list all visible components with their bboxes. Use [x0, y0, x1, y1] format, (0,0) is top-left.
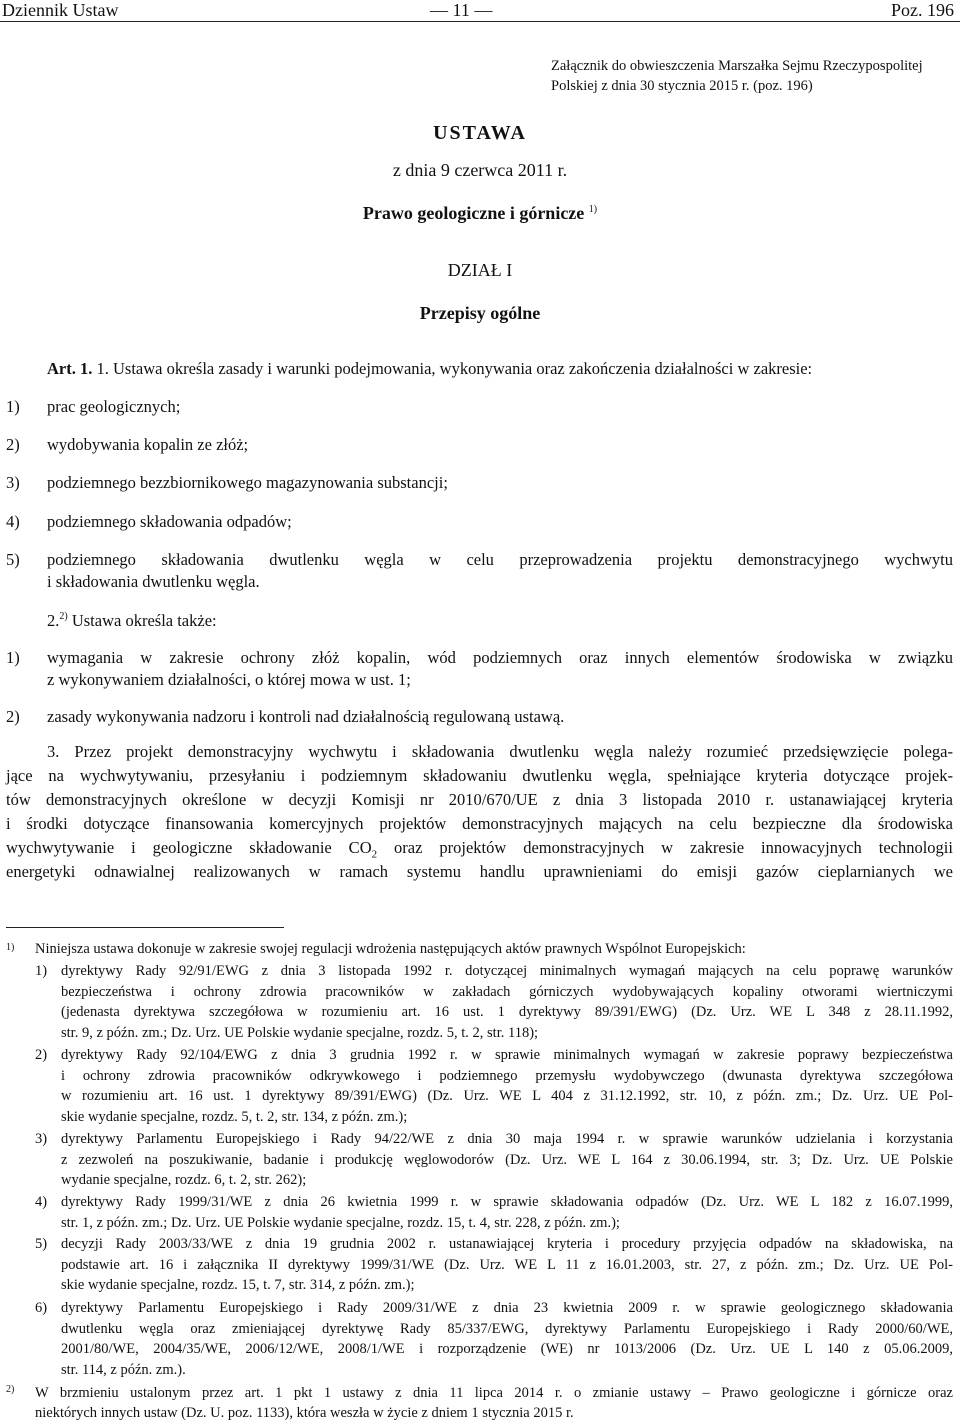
- page-number: — 11 —: [430, 0, 493, 20]
- item-line: bezpieczeństwa i ochrony zdrowia pracowników w zakładach górniczych wydobywających kopaliny otworami wiertniczymi: [61, 983, 953, 1000]
- act-title: [0, 203, 960, 224]
- footnote-item: [0, 961, 960, 1043]
- item-number: 5): [6, 550, 20, 569]
- paragraph-number: 1.: [96, 359, 109, 378]
- act-date: z dnia 9 czerwca 2011 r.: [392, 160, 568, 180]
- footnote-2-mark: 2): [6, 1384, 15, 1395]
- footnote-item: [0, 1234, 960, 1296]
- division-title: Przepisy ogólne: [419, 303, 541, 323]
- item-number: 6): [35, 1300, 48, 1316]
- item-text-line-2: z wykonywaniem działalności, o której mowa w ust. 1;: [47, 670, 411, 689]
- item-line: dyrektywy Rady 1999/31/WE z dnia 26 kwietnia 1999 r. w sprawie składowania odpadów (Dz. Urz. WE L 182 z 16.07.1999,: [61, 1194, 953, 1210]
- item-number: 2): [6, 435, 20, 454]
- item-line: skie wydanie specjalne, rozdz. 15, t. 7, str. 314, z późn. zm.);: [61, 1277, 415, 1293]
- item-line: skie wydanie specjalne, rozdz. 5, t. 2, str. 134, z późn. zm.);: [61, 1108, 408, 1125]
- item-line: i ochrony zdrowia pracowników odkrywkowego i podziemnego przemysłu wydobywczego (dwunasta dyrektywa szczegółowa: [61, 1067, 953, 1084]
- item-line: z zezwoleń na poszukiwanie, badanie i produkcję węglowodorów (Dz. Urz. WE L 164 z 30.06.1994, str. 3; Dz. Urz. UE Polskie: [61, 1151, 953, 1168]
- item-text: podziemnego bezzbiornikowego magazynowania substancji;: [47, 473, 448, 492]
- footnote-item: [0, 1129, 960, 1191]
- footnote-1-intro: Niniejsza ustawa dokonuje w zakresie swojej regulacji wdrożenia następujących aktów prawnych Wspólnot Europejskich:: [35, 941, 746, 957]
- act-title-text: Prawo geologiczne i górnicze: [362, 203, 585, 223]
- item-line: dyrektywy Parlamentu Europejskiego i Rady 2009/31/WE z dnia 23 kwietnia 2009 r. w sprawie geologicznego składowania: [61, 1300, 953, 1316]
- item-text-line-1: podziemnego składowania dwutlenku węgla w celu przeprowadzenia projektu demonstracyjnego wychwytu: [47, 550, 953, 569]
- item-line: dyrektywy Rady 92/104/EWG z dnia 3 grudnia 1992 r. w sprawie minimalnych wymagań w zakresie poprawy bezpieczeństwa: [61, 1047, 953, 1063]
- item-line: str. 114, z późn. zm.).: [61, 1361, 186, 1378]
- item-line: dwutlenku węgla oraz zmieniającej dyrektywę Rady 85/337/EWG, dyrektywy Parlamentu Europejskiego i Rady 2000/60/WE,: [61, 1320, 953, 1337]
- item-text-line-1: wymagania w zakresie ochrony złóż kopalin, wód podziemnych oraz innych elementów środowiska w związku: [47, 648, 953, 667]
- item-line: wydanie specjalne, rozdz. 6, t. 2, str. 262);: [61, 1172, 307, 1188]
- art1-paragraph-3-line: i środki dotyczące finansowania komercyjnych projektów demonstracyjnych mających na celu bezpieczne dla środowiska: [6, 814, 953, 833]
- act-title-footnote-ref[interactable]: 1): [588, 204, 598, 215]
- item-text: zasady wykonywania nadzoru i kontroli nad działalnością regulowaną ustawą.: [47, 707, 565, 726]
- item-text: wydobywania kopalin ze złóż;: [47, 435, 249, 454]
- header-rule: [0, 21, 960, 22]
- article-label: Art. 1.: [47, 359, 93, 378]
- annex-line-1: Załącznik do obwieszczenia Marszałka Sejmu Rzeczypospolitej: [551, 58, 923, 74]
- item-line: (jedenasta dyrektywa szczegółowa w rozumieniu art. 16 ust. 1 dyrektywy 89/391/EWG) (Dz. Urz. WE L 348 z 28.11.1992,: [61, 1004, 953, 1020]
- item-line: 2001/80/WE, 2004/35/WE, 2006/12/WE, 2008/1/WE i rozporządzenie (WE) nr 1013/2006 (Dz. Urz. UE L 140 z 05.06.2009,: [61, 1341, 953, 1357]
- line-text: wychwytywanie i geologiczne składowanie CO: [6, 838, 372, 857]
- art1-paragraph-3-line: jące na wychwytywaniu, przesyłaniu i podziemnym składowaniu dwutlenku węgla, spełniające kryteria dotyczące projek-: [6, 766, 953, 785]
- footnote-2-line: niektórych innych ustaw (Dz. U. poz. 1133), która weszła w życie z dniem 1 stycznia 2015 r.: [35, 1405, 574, 1421]
- footnote-2-line: W brzmieniu ustalonym przez art. 1 pkt 1 ustawy z dnia 11 lipca 2014 r. o zmianie ustawy – Prawo geologiczne i górnicze oraz: [35, 1385, 953, 1401]
- item-number: 1): [6, 648, 20, 667]
- paragraph-text: Ustawa określa także:: [71, 611, 217, 630]
- item-number: 4): [6, 512, 20, 531]
- item-line: dyrektywy Rady 92/91/EWG z dnia 3 listopada 1992 r. dotyczącej minimalnych wymagań mających na celu poprawę warunków: [61, 963, 953, 979]
- item-line: str. 9, z późn. zm.; Dz. Urz. UE Polskie wydanie specjalne, rozdz. 5, t. 2, str. 118);: [61, 1024, 539, 1041]
- art1-paragraph-1: [47, 358, 953, 380]
- item-line: podstawie art. 16 i załącznika II dyrektywy 1999/31/WE (Dz. Urz. WE L 11 z 16.01.2003, str. 27, z późn. zm.; Dz. Urz. UE Pol-: [61, 1256, 953, 1273]
- item-number: 1): [6, 397, 20, 416]
- item-line: decyzji Rady 2003/33/WE z dnia 19 grudnia 2002 r. ustanawiającej kryteria i procedury przyjęcia odpadów na składowiska, na: [61, 1236, 953, 1252]
- item-number: 2): [35, 1047, 48, 1063]
- list-item: [0, 647, 960, 691]
- footnote-rule: [6, 927, 284, 928]
- list-item: [0, 549, 960, 593]
- position-number: Poz. 196: [891, 0, 954, 20]
- subscript: 2: [371, 848, 378, 861]
- item-number: 1): [35, 963, 48, 979]
- act-type: USTAWA: [433, 122, 527, 144]
- art1-paragraph-3-line: 3. Przez projekt demonstracyjny wychwytu i składowania dwutlenku węgla należy rozumieć przedsięwzięcie polega-: [47, 742, 953, 761]
- item-number: 4): [35, 1194, 48, 1210]
- item-line: dyrektywy Parlamentu Europejskiego i Rady 94/22/WE z dnia 30 maja 1994 r. w sprawie warunków udzielania i korzystania: [61, 1131, 953, 1147]
- line-text: oraz projektów demonstracyjnych w zakresie innowacyjnych technologii: [377, 838, 953, 857]
- paragraph-text: Ustawa określa zasady i warunki podejmowania, wykonywania oraz zakończenia działalności w zakresie:: [112, 359, 813, 378]
- footnote-item: [0, 1045, 960, 1127]
- item-number: 3): [6, 473, 20, 492]
- paragraph-number: 2.: [47, 611, 60, 630]
- footnote-item: [0, 1192, 960, 1234]
- item-text-line-2: i składowania dwutlenku węgla.: [47, 572, 260, 591]
- division-name: DZIAŁ I: [447, 260, 513, 280]
- journal-name: Dziennik Ustaw: [2, 0, 119, 20]
- art1-paragraph-3-line: tów demonstracyjnych określone w decyzji Komisji nr 2010/670/UE z dnia 3 listopada 2010 r. ustanawiającej kryteria: [6, 790, 953, 809]
- item-line: w rozumieniu art. 16 ust. 1 dyrektywy 89/391/EWG) (Dz. Urz. WE L 404 z 31.12.1992, str. 10, z późn. zm.; Dz. Urz. UE Pol-: [61, 1088, 953, 1104]
- item-number: 3): [35, 1131, 48, 1147]
- paragraph-footnote-ref[interactable]: 2): [59, 611, 68, 622]
- item-number: 5): [35, 1236, 48, 1252]
- annex-line-2: Polskiej z dnia 30 stycznia 2015 r. (poz. 196): [551, 78, 813, 94]
- item-number: 2): [6, 707, 20, 726]
- footnote-item: [0, 1298, 960, 1380]
- item-text: podziemnego składowania odpadów;: [47, 512, 292, 531]
- art1-paragraph-2: [47, 610, 953, 635]
- item-line: str. 1, z późn. zm.; Dz. Urz. UE Polskie wydanie specjalne, rozdz. 15, t. 4, str. 228, z późn. zm.);: [61, 1214, 620, 1231]
- item-text: prac geologicznych;: [47, 397, 181, 416]
- footnote-1-mark: 1): [6, 942, 15, 953]
- art1-paragraph-3-line: energetyki odnawialnej realizowanych w ramach systemu handlu uprawnieniami do emisji gazów cieplarnianych we: [6, 862, 953, 881]
